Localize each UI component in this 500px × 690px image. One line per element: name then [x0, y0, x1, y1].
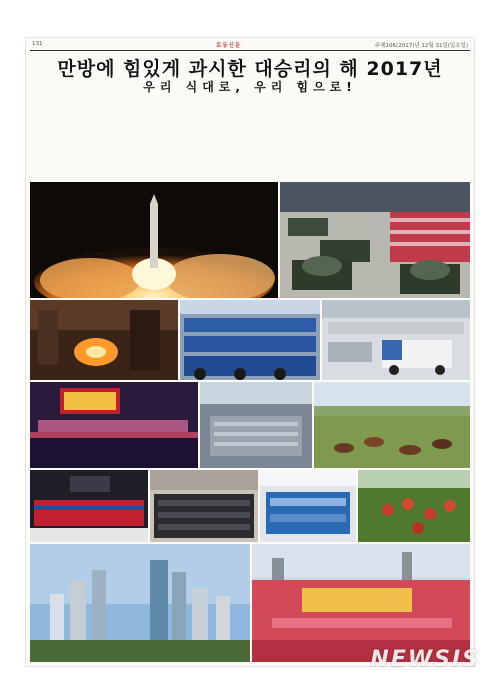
- header-rule: [30, 50, 470, 51]
- page-title: 만방에 힘있게 과시한 대승리의 해 2017년: [57, 58, 443, 80]
- newspaper-page: [26, 38, 474, 666]
- military-parade-launchers-photo: [280, 182, 470, 298]
- date-line: 주체106(2017)년 12월 31일(일요일): [374, 43, 468, 49]
- shoe-factory-photo: [150, 470, 258, 542]
- tractors-photo: [180, 300, 320, 380]
- city-skyline-photo: [30, 544, 250, 662]
- page-number: 131: [32, 41, 43, 47]
- page-header: [26, 38, 474, 50]
- page-subtitle: 우리 식대로, 우리 힘으로!: [143, 80, 357, 94]
- mass-rally-photo: [252, 544, 470, 662]
- newsis-watermark: NEWSIS: [370, 647, 480, 672]
- fish-catch-photo: [200, 382, 312, 468]
- apple-orchard-photo: [358, 470, 470, 542]
- bus-factory-photo: [260, 470, 356, 542]
- cattle-pasture-photo: [314, 382, 470, 468]
- newspaper-name: 로동신문: [216, 43, 242, 49]
- missile-launch-photo: [30, 182, 278, 298]
- football-team-photo: [30, 470, 148, 542]
- steel-furnace-photo: [30, 300, 178, 380]
- stage-performance-photo: [30, 382, 198, 468]
- trucks-photo: [322, 300, 470, 380]
